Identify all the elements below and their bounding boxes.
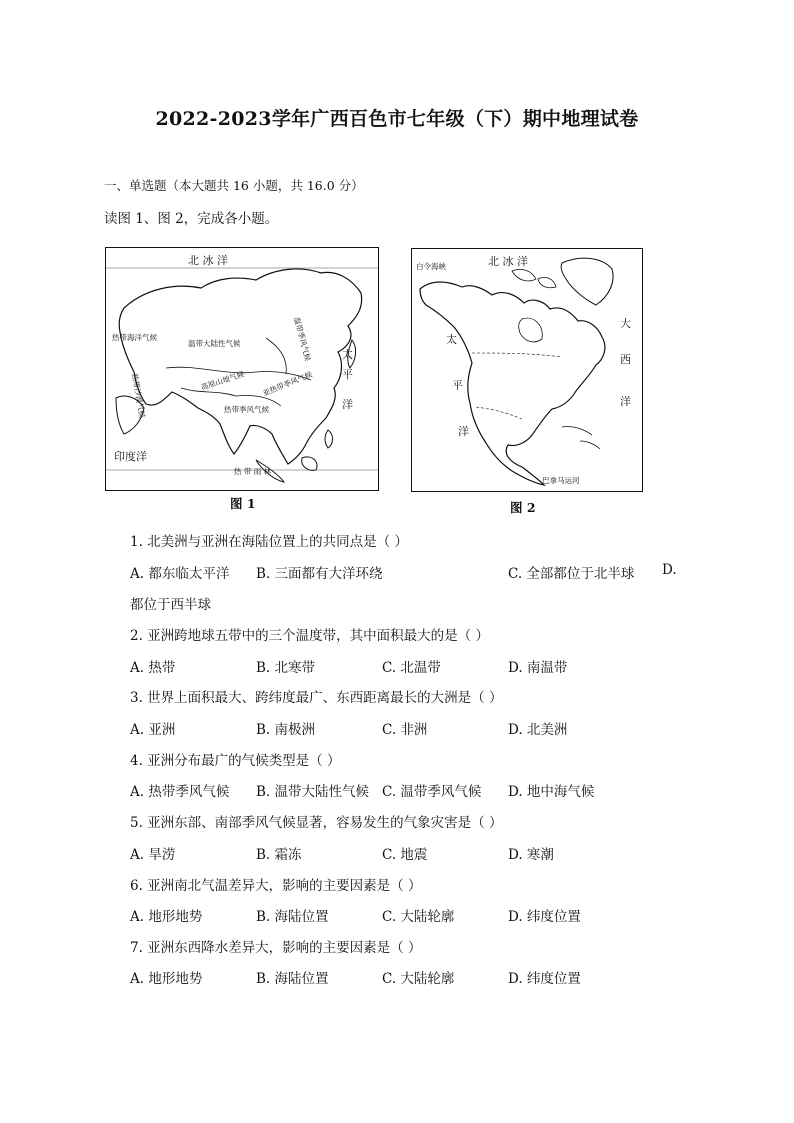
- q1-option-a[interactable]: A. 都东临太平洋: [130, 566, 230, 582]
- north-america-map-drawing: [412, 249, 642, 491]
- q7-option-b[interactable]: B. 海陆位置: [256, 971, 329, 987]
- label-pacific-tai-2: 太: [446, 333, 457, 346]
- label-tropical-rainforest: 热 带 雨 林: [234, 467, 272, 476]
- question-3: 3. 世界上面积最大、跨纬度最广、东西距离最长的大洲是（ ）: [130, 690, 503, 706]
- intro-text: 读图 1、图 2，完成各小题。: [104, 211, 279, 227]
- label-temperate-continental: 温带大陆性气候: [188, 339, 241, 348]
- q3-option-c[interactable]: C. 非洲: [382, 722, 428, 738]
- us-mexico-border: [476, 407, 522, 419]
- label-indian-ocean: 印度洋: [114, 450, 147, 463]
- q4-option-c[interactable]: C. 温带季风气候: [382, 784, 482, 800]
- label-arctic-ocean-2: 北 冰 洋: [488, 255, 528, 268]
- label-tropical-maritime: 热带海洋气候: [112, 333, 157, 342]
- q6-option-c[interactable]: C. 大陆轮廓: [382, 909, 455, 925]
- q3-option-a[interactable]: A. 亚洲: [130, 722, 176, 738]
- question-2: 2. 亚洲跨地球五带中的三个温度带，其中面积最大的是（ ）: [130, 628, 489, 644]
- q6-option-a[interactable]: A. 地形地势: [130, 909, 203, 925]
- figure2-caption: 图 2: [510, 500, 536, 515]
- caribbean-islands: [562, 426, 600, 449]
- label-panama-canal: 巴拿马运河: [542, 476, 580, 485]
- asia-map-drawing: [106, 248, 378, 490]
- question-4: 4. 亚洲分布最广的气候类型是（ ）: [130, 753, 341, 769]
- q1-option-c[interactable]: C. 全部都位于北半球: [508, 566, 635, 582]
- label-arctic-ocean: 北 冰 洋: [188, 254, 228, 267]
- page-title: 2022-2023学年广西百色市七年级（下）期中地理试卷: [155, 108, 639, 130]
- q7-option-a[interactable]: A. 地形地势: [130, 971, 203, 987]
- q3-option-d[interactable]: D. 北美洲: [508, 722, 568, 738]
- label-pacific-yang: 洋: [342, 398, 353, 411]
- q2-option-b[interactable]: B. 北寒带: [256, 660, 316, 676]
- label-atlantic-yang: 洋: [620, 395, 631, 408]
- q6-option-b[interactable]: B. 海陆位置: [256, 909, 329, 925]
- figure1-caption: 图 1: [230, 496, 256, 511]
- question-6: 6. 亚洲南北气温差异大，影响的主要因素是（ ）: [130, 878, 422, 894]
- label-tropical-desert: 热带沙漠气候: [130, 372, 147, 419]
- q4-option-b[interactable]: B. 温带大陆性气候: [256, 784, 370, 800]
- label-pacific-ping: 平: [342, 368, 353, 381]
- question-1: 1. 北美洲与亚洲在海陆位置上的共同点是（ ）: [130, 534, 408, 550]
- q1-option-d-text: 都位于西半球: [130, 597, 211, 613]
- q1-option-d[interactable]: D.: [662, 562, 677, 578]
- label-highland-mountain: 高原山地气候: [199, 369, 246, 392]
- q6-option-d[interactable]: D. 纬度位置: [508, 909, 581, 925]
- label-subtropical-monsoon: 亚热带季风气候: [261, 369, 314, 398]
- asia-climate-map: [105, 247, 379, 491]
- q5-option-b[interactable]: B. 霜冻: [256, 847, 302, 863]
- q4-option-d[interactable]: D. 地中海气候: [508, 784, 595, 800]
- label-pacific-tai: 太: [342, 348, 353, 361]
- q1-option-b[interactable]: B. 三面都有大洋环绕: [256, 566, 383, 582]
- q7-option-c[interactable]: C. 大陆轮廓: [382, 971, 455, 987]
- label-pacific-ping-2: 平: [452, 379, 463, 392]
- canadian-islands: [512, 269, 556, 287]
- label-bering-strait: 白令海峡: [416, 262, 446, 271]
- label-pacific-yang-2: 洋: [458, 425, 469, 438]
- borneo-island: [302, 457, 317, 470]
- question-7: 7. 亚洲东西降水差异大，影响的主要因素是（ ）: [130, 940, 422, 956]
- q4-option-a[interactable]: A. 热带季风气候: [130, 784, 230, 800]
- north-america-coastline: [420, 282, 605, 485]
- philippines-island: [325, 430, 333, 448]
- q3-option-b[interactable]: B. 南极洲: [256, 722, 316, 738]
- greenland-outline: [561, 258, 613, 305]
- question-5: 5. 亚洲东部、南部季风气候显著，容易发生的气象灾害是（ ）: [130, 815, 503, 831]
- climate-boundary: [266, 338, 286, 374]
- label-atlantic-xi: 西: [620, 353, 631, 366]
- q7-option-d[interactable]: D. 纬度位置: [508, 971, 581, 987]
- label-temperate-monsoon: 温带季风气候: [292, 316, 313, 362]
- canada-us-border: [472, 353, 562, 357]
- hudson-bay: [519, 318, 543, 342]
- q5-option-c[interactable]: C. 地震: [382, 847, 428, 863]
- label-atlantic-da: 大: [620, 317, 631, 330]
- q2-option-d[interactable]: D. 南温带: [508, 660, 568, 676]
- north-america-map: [411, 248, 643, 492]
- q5-option-a[interactable]: A. 旱涝: [130, 847, 176, 863]
- q2-option-c[interactable]: C. 北温带: [382, 660, 441, 676]
- label-tropical-monsoon: 热带季风气候: [224, 405, 269, 414]
- q2-option-a[interactable]: A. 热带: [130, 660, 176, 676]
- q5-option-d[interactable]: D. 寒潮: [508, 847, 554, 863]
- section-heading: 一、单选题（本大题共 16 小题，共 16.0 分）: [104, 178, 364, 193]
